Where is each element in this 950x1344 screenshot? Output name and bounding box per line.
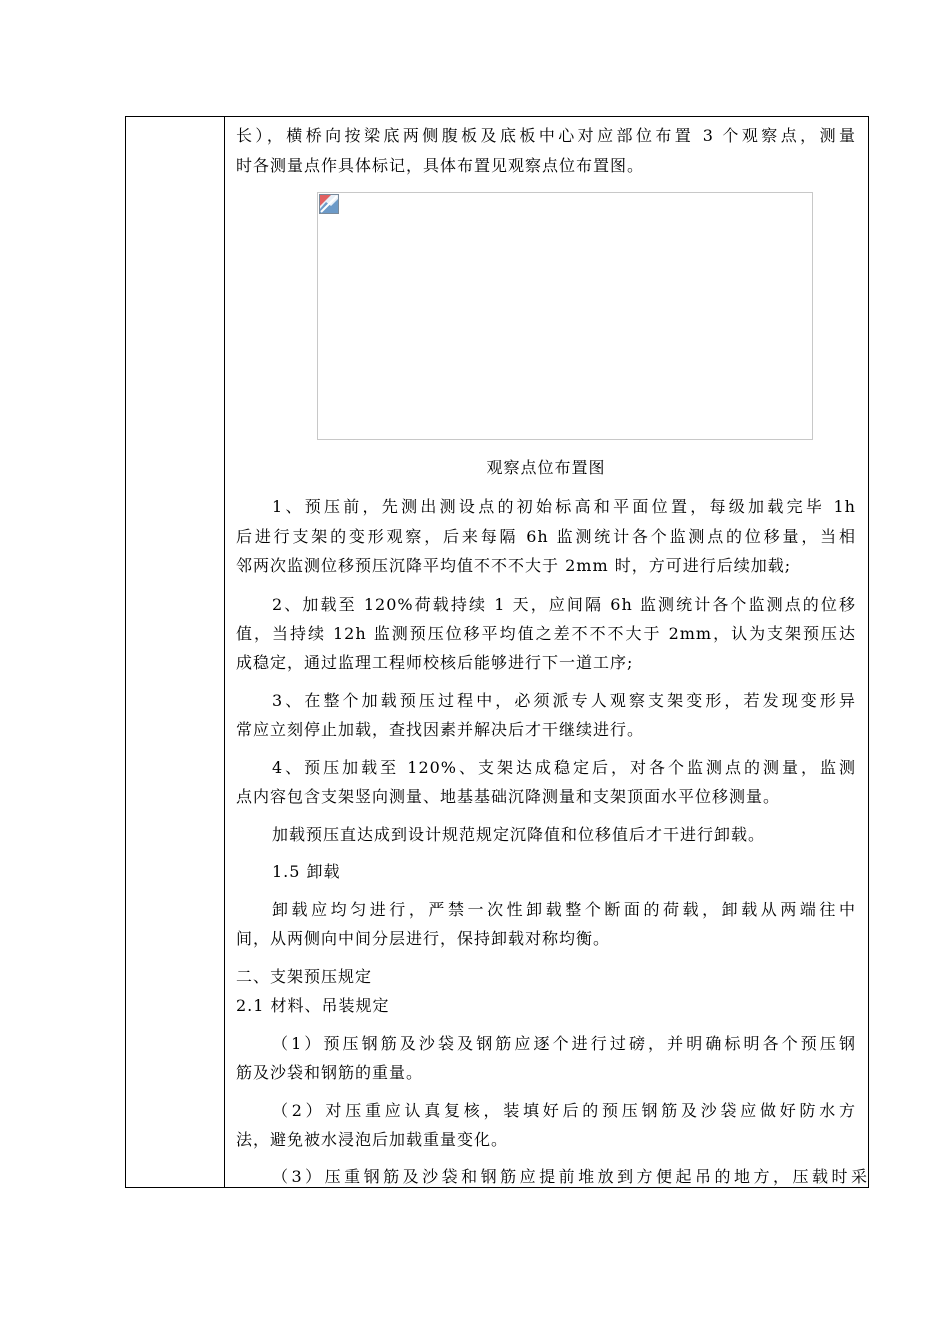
text-line: （2）对压重应认真复核，装填好后的预压钢筋及沙袋应做好防水方 — [272, 1101, 856, 1120]
text-line: 成稳定，通过监理工程师校核后能够进行下一道工序; — [236, 653, 634, 672]
text-line: （1）预压钢筋及沙袋及钢筋应逐个进行过磅，并明确标明各个预压钢 — [272, 1034, 856, 1053]
text-line: 后进行支架的变形观察，后来每隔 6h 监测统计各个监测点的位移量，当相 — [236, 527, 856, 546]
section-heading: 1.5 卸载 — [272, 862, 341, 881]
section-heading: 二、支架预压规定 — [236, 967, 373, 986]
text-line: 2、加载至 120%荷载持续 1 天，应间隔 6h 监测统计各个监测点的位移 — [272, 595, 856, 614]
text-line: 值，当持续 12h 监测预压位移平均值之差不不不大于 2mm，认为支架预压达 — [236, 624, 856, 643]
text-line: 法，避免被水浸泡后加载重量变化。 — [236, 1130, 509, 1149]
text-line: 筋及沙袋和钢筋的重量。 — [236, 1063, 424, 1082]
text-line: 时各测量点作具体标记，具体布置见观察点位布置图。 — [236, 156, 645, 175]
figure-placeholder — [317, 192, 813, 440]
figure-caption: 观察点位布置图 — [486, 458, 606, 477]
text-line: 4、预压加载至 120%、支架达成稳定后，对各个监测点的测量，监测 — [272, 758, 856, 777]
text-line: 间，从两侧向中间分层进行，保持卸载对称均衡。 — [236, 929, 611, 948]
broken-image-icon — [319, 194, 339, 214]
text-line: 长），横桥向按梁底两侧腹板及底板中心对应部位布置 3 个观察点，测量 — [236, 126, 856, 145]
column-divider — [224, 116, 225, 1188]
text-line: 常应立刻停止加载，查找因素并解决后才干继续进行。 — [236, 720, 645, 739]
text-line: 点内容包含支架竖向测量、地基基础沉降测量和支架顶面水平位移测量。 — [236, 787, 781, 806]
text-line: 加载预压直达成到设计规范规定沉降值和位移值后才干进行卸载。 — [272, 825, 766, 844]
text-line: 卸载应均匀进行，严禁一次性卸载整个断面的荷载，卸载从两端往中 — [272, 900, 856, 919]
text-line: 3、在整个加载预压过程中，必须派专人观察支架变形，若发现变形异 — [272, 691, 856, 710]
text-line: 1、预压前，先测出测设点的初始标高和平面位置，每级加载完毕 1h — [272, 497, 856, 516]
text-line: 邻两次监测位移预压沉降平均值不不不大于 2mm 时，方可进行后续加载; — [236, 556, 792, 575]
section-heading: 2.1 材料、吊装规定 — [236, 996, 390, 1015]
text-line: （3）压重钢筋及沙袋和钢筋应提前堆放到方便起吊的地方，压载时采 — [272, 1167, 868, 1186]
